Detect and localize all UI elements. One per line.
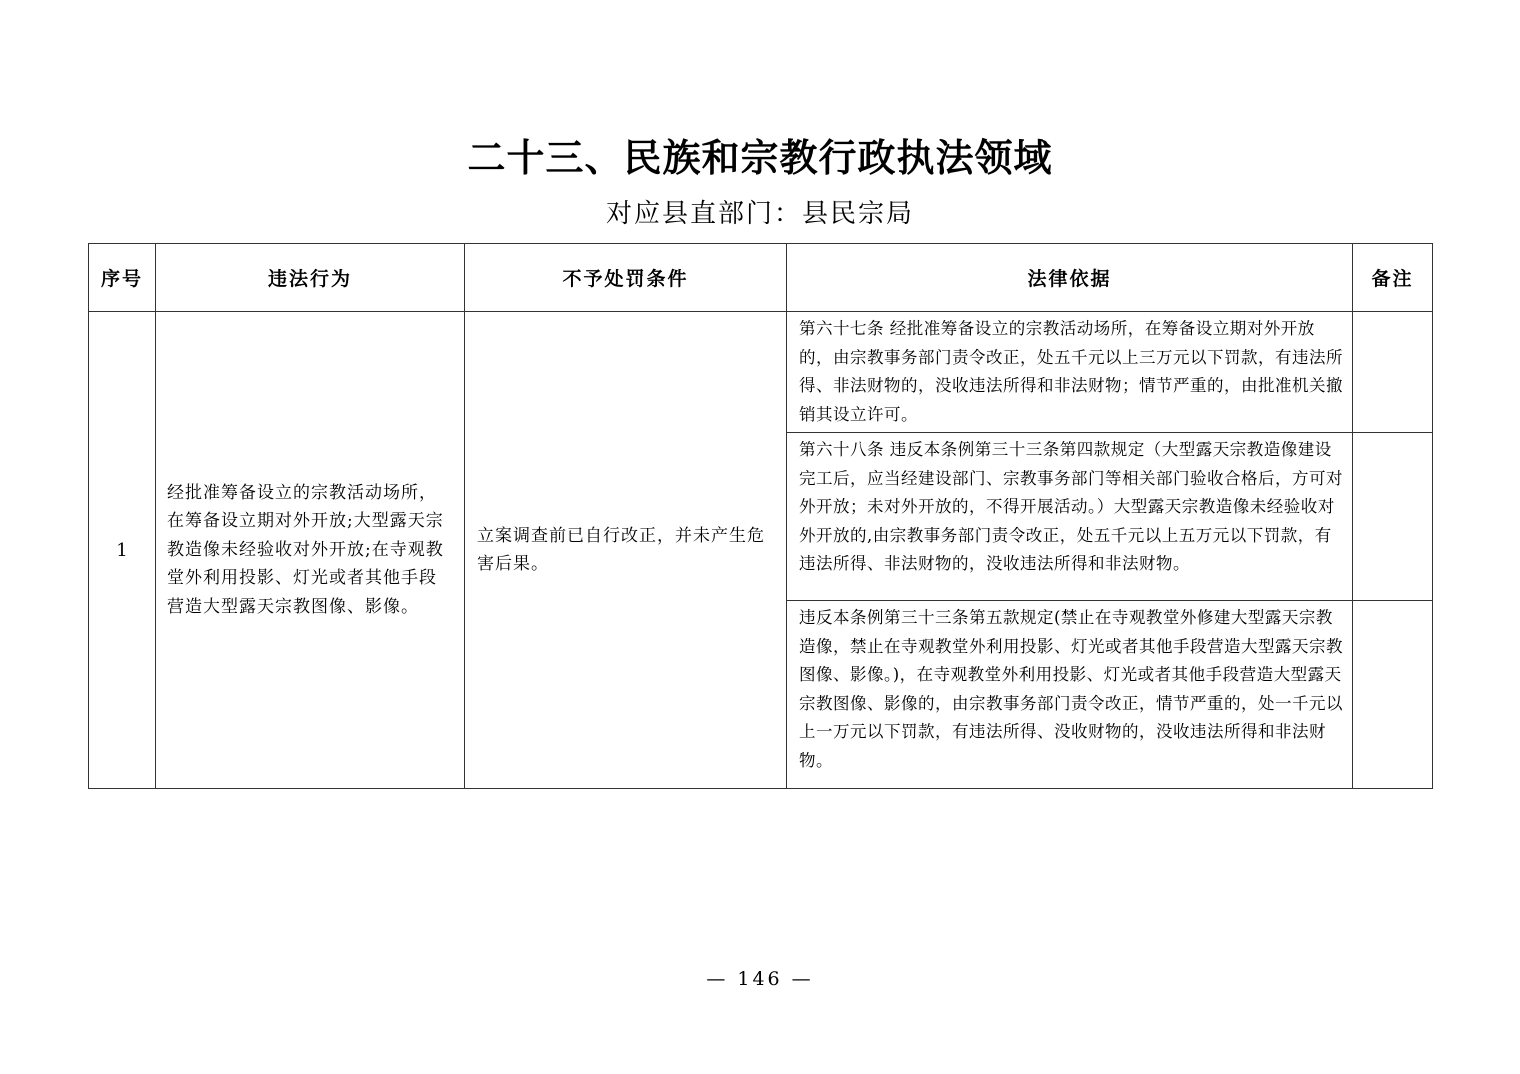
table-header-row	[89, 244, 1433, 312]
remarks-cell	[1353, 433, 1433, 601]
remarks-cell	[1353, 601, 1433, 789]
table-row	[89, 312, 1433, 433]
header-legal-basis: 法律依据	[787, 244, 1353, 312]
header-violation: 违法行为	[156, 244, 465, 312]
condition-cell	[465, 312, 787, 789]
legal-basis-cell	[787, 601, 1353, 789]
department-subtitle: 对应县直部门：县民宗局	[605, 199, 914, 229]
legal-basis-text: 违反本条例第三十三条第五款规定(禁止在寺观教堂外修建大型露天宗教造像，禁止在寺观教堂外利用投影、灯光或者其他手段营造大型露天宗教图像、影像。)，在寺观教堂外利用投影、灯光或者其他手段营造大型露天宗教图像、影像的，由宗教事务部门责令改正，情节严重的，处一千元以上一万元以下罚款，有违法所得、没收财物的，没收违法所得和非法财物。	[799, 608, 1343, 770]
legal-basis-cell	[787, 433, 1353, 601]
legal-basis-text: 第六十七条 经批准筹备设立的宗教活动场所，在筹备设立期对外开放的，由宗教事务部门责令改正，处五千元以上三万元以下罚款，有违法所得、非法财物的，没收违法所得和非法财物；情节严重的，由批准机关撤销其设立许可。	[799, 319, 1343, 424]
header-no-penalty-condition: 不予处罚条件	[465, 244, 787, 312]
header-remarks: 备注	[1353, 244, 1433, 312]
legal-basis-text: 第六十八条 违反本条例第三十三条第四款规定（大型露天宗教造像建设完工后，应当经建设部门、宗教事务部门等相关部门验收合格后，方可对外开放；未对外开放的，不得开展活动。）大型露天宗教造像未经验收对外开放的,由宗教事务部门责令改正，处五千元以上五万元以下罚款，有违法所得、非法财物的，没收违法所得和非法财物。	[799, 440, 1343, 573]
legal-basis-cell	[787, 312, 1353, 433]
page-number: — 146 —	[706, 968, 814, 990]
condition-text: 立案调查前已自行改正，并未产生危害后果。	[477, 525, 765, 574]
violation-text: 经批准筹备设立的宗教活动场所，在筹备设立期对外开放;大型露天宗教造像未经验收对外开放;在寺观教堂外利用投影、灯光或者其他手段营造大型露天宗教图像、影像。	[167, 482, 444, 617]
violation-cell	[156, 312, 465, 789]
header-serial-no: 序号	[89, 244, 156, 312]
law-enforcement-table	[88, 243, 1433, 789]
remarks-cell	[1353, 312, 1433, 433]
serial-no-cell: 1	[89, 312, 156, 789]
page-title: 二十三、民族和宗教行政执法领域	[467, 136, 1053, 180]
